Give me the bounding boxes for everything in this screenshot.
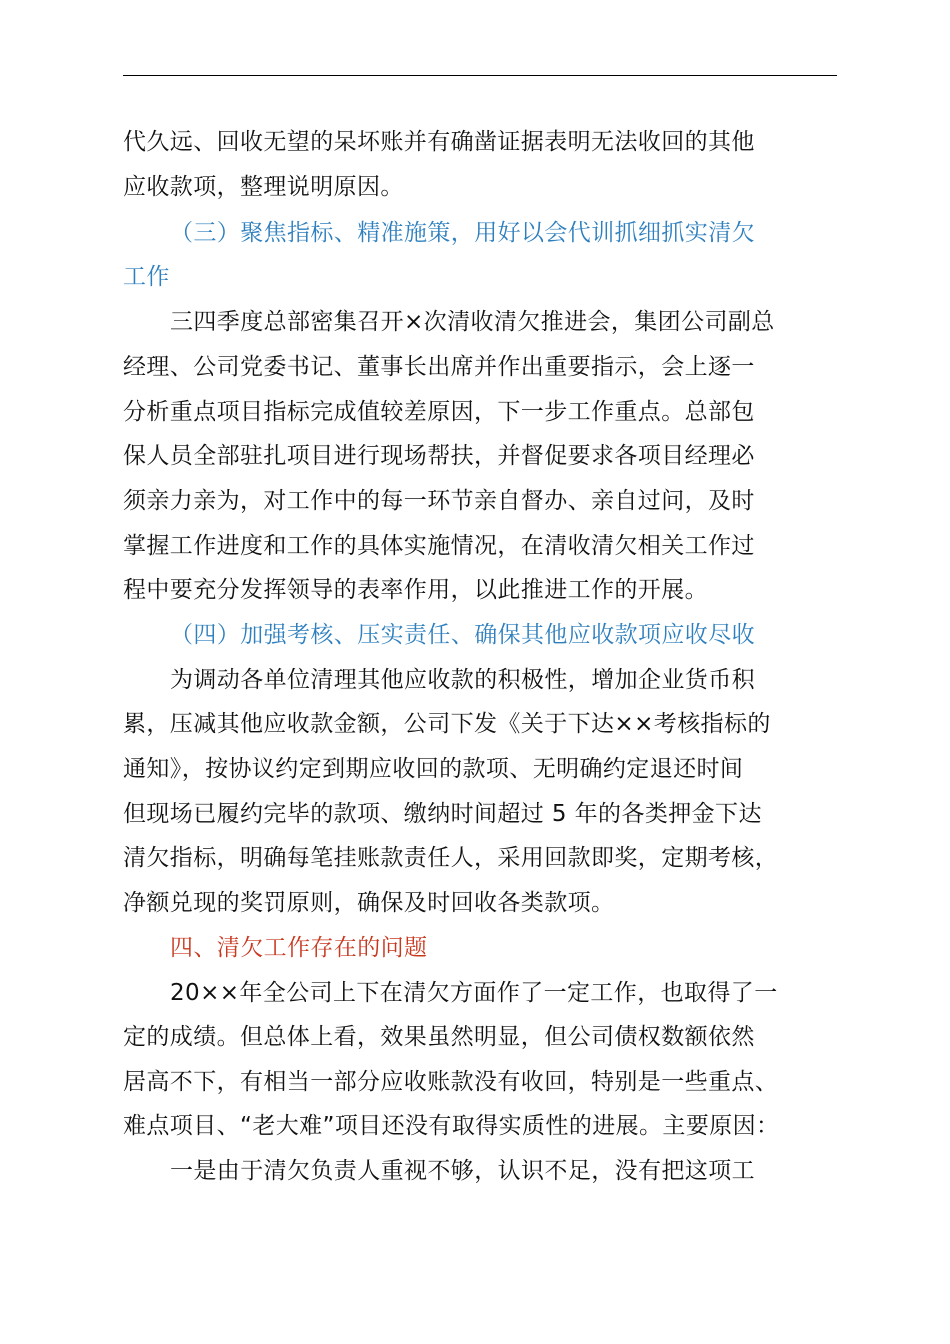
paragraph-line: 代久远、回收无望的呆坏账并有确凿证据表明无法收回的其他 [123,129,755,155]
paragraph-line: 累，压减其他应收款金额，公司下发《关于下达××考核指标的 [123,711,771,737]
section-heading-4: （四）加强考核、压实责任、确保其他应收款项应收尽收 [170,622,755,648]
paragraph-line: 分析重点项目指标完成值较差原因，下一步工作重点。总部包 [123,399,755,425]
paragraph-line: 经理、公司党委书记、董事长出席并作出重要指示，会上逐一 [123,354,755,380]
paragraph-line: 20××年全公司上下在清欠方面作了一定工作，也取得了一 [170,980,778,1006]
section-heading-3-cont: 工作 [123,264,170,290]
paragraph-line: 应收款项，整理说明原因。 [123,174,404,200]
paragraph-line: 难点项目、“老大难”项目还没有取得实质性的进展。主要原因： [123,1113,780,1139]
paragraph-line: 为调动各单位清理其他应收款的积极性，增加企业货币积 [170,667,755,693]
section-heading-3: （三）聚焦指标、精准施策，用好以会代训抓细抓实清欠 [170,220,755,246]
header-rule [123,75,837,76]
paragraph-line: 保人员全部驻扎项目进行现场帮扶，并督促要求各项目经理必 [123,443,755,469]
paragraph-line: 但现场已履约完毕的款项、缴纳时间超过 5 年的各类押金下达 [123,801,762,827]
paragraph-line: 掌握工作进度和工作的具体实施情况，在清收清欠相关工作过 [123,533,755,559]
paragraph-line: 通知》，按协议约定到期应收回的款项、无明确约定退还时间 [123,756,744,782]
paragraph-line: 三四季度总部密集召开×次清收清欠推进会，集团公司副总 [170,309,775,335]
paragraph-line: 定的成绩。但总体上看，效果虽然明显，但公司债权数额依然 [123,1024,755,1050]
paragraph-line: 净额兑现的奖罚原则，确保及时回收各类款项。 [123,890,615,916]
paragraph-line: 须亲力亲为，对工作中的每一环节亲自督办、亲自过问，及时 [123,488,755,514]
paragraph-line: 清欠指标，明确每笔挂账款责任人，采用回款即奖，定期考核， [123,845,779,871]
chapter-heading-4: 四、清欠工作存在的问题 [170,935,428,961]
paragraph-line: 一是由于清欠负责人重视不够，认识不足，没有把这项工 [170,1158,755,1184]
paragraph-line: 程中要充分发挥领导的表率作用，以此推进工作的开展。 [123,577,708,603]
paragraph-line: 居高不下，有相当一部分应收账款没有收回，特别是一些重点、 [123,1069,779,1095]
